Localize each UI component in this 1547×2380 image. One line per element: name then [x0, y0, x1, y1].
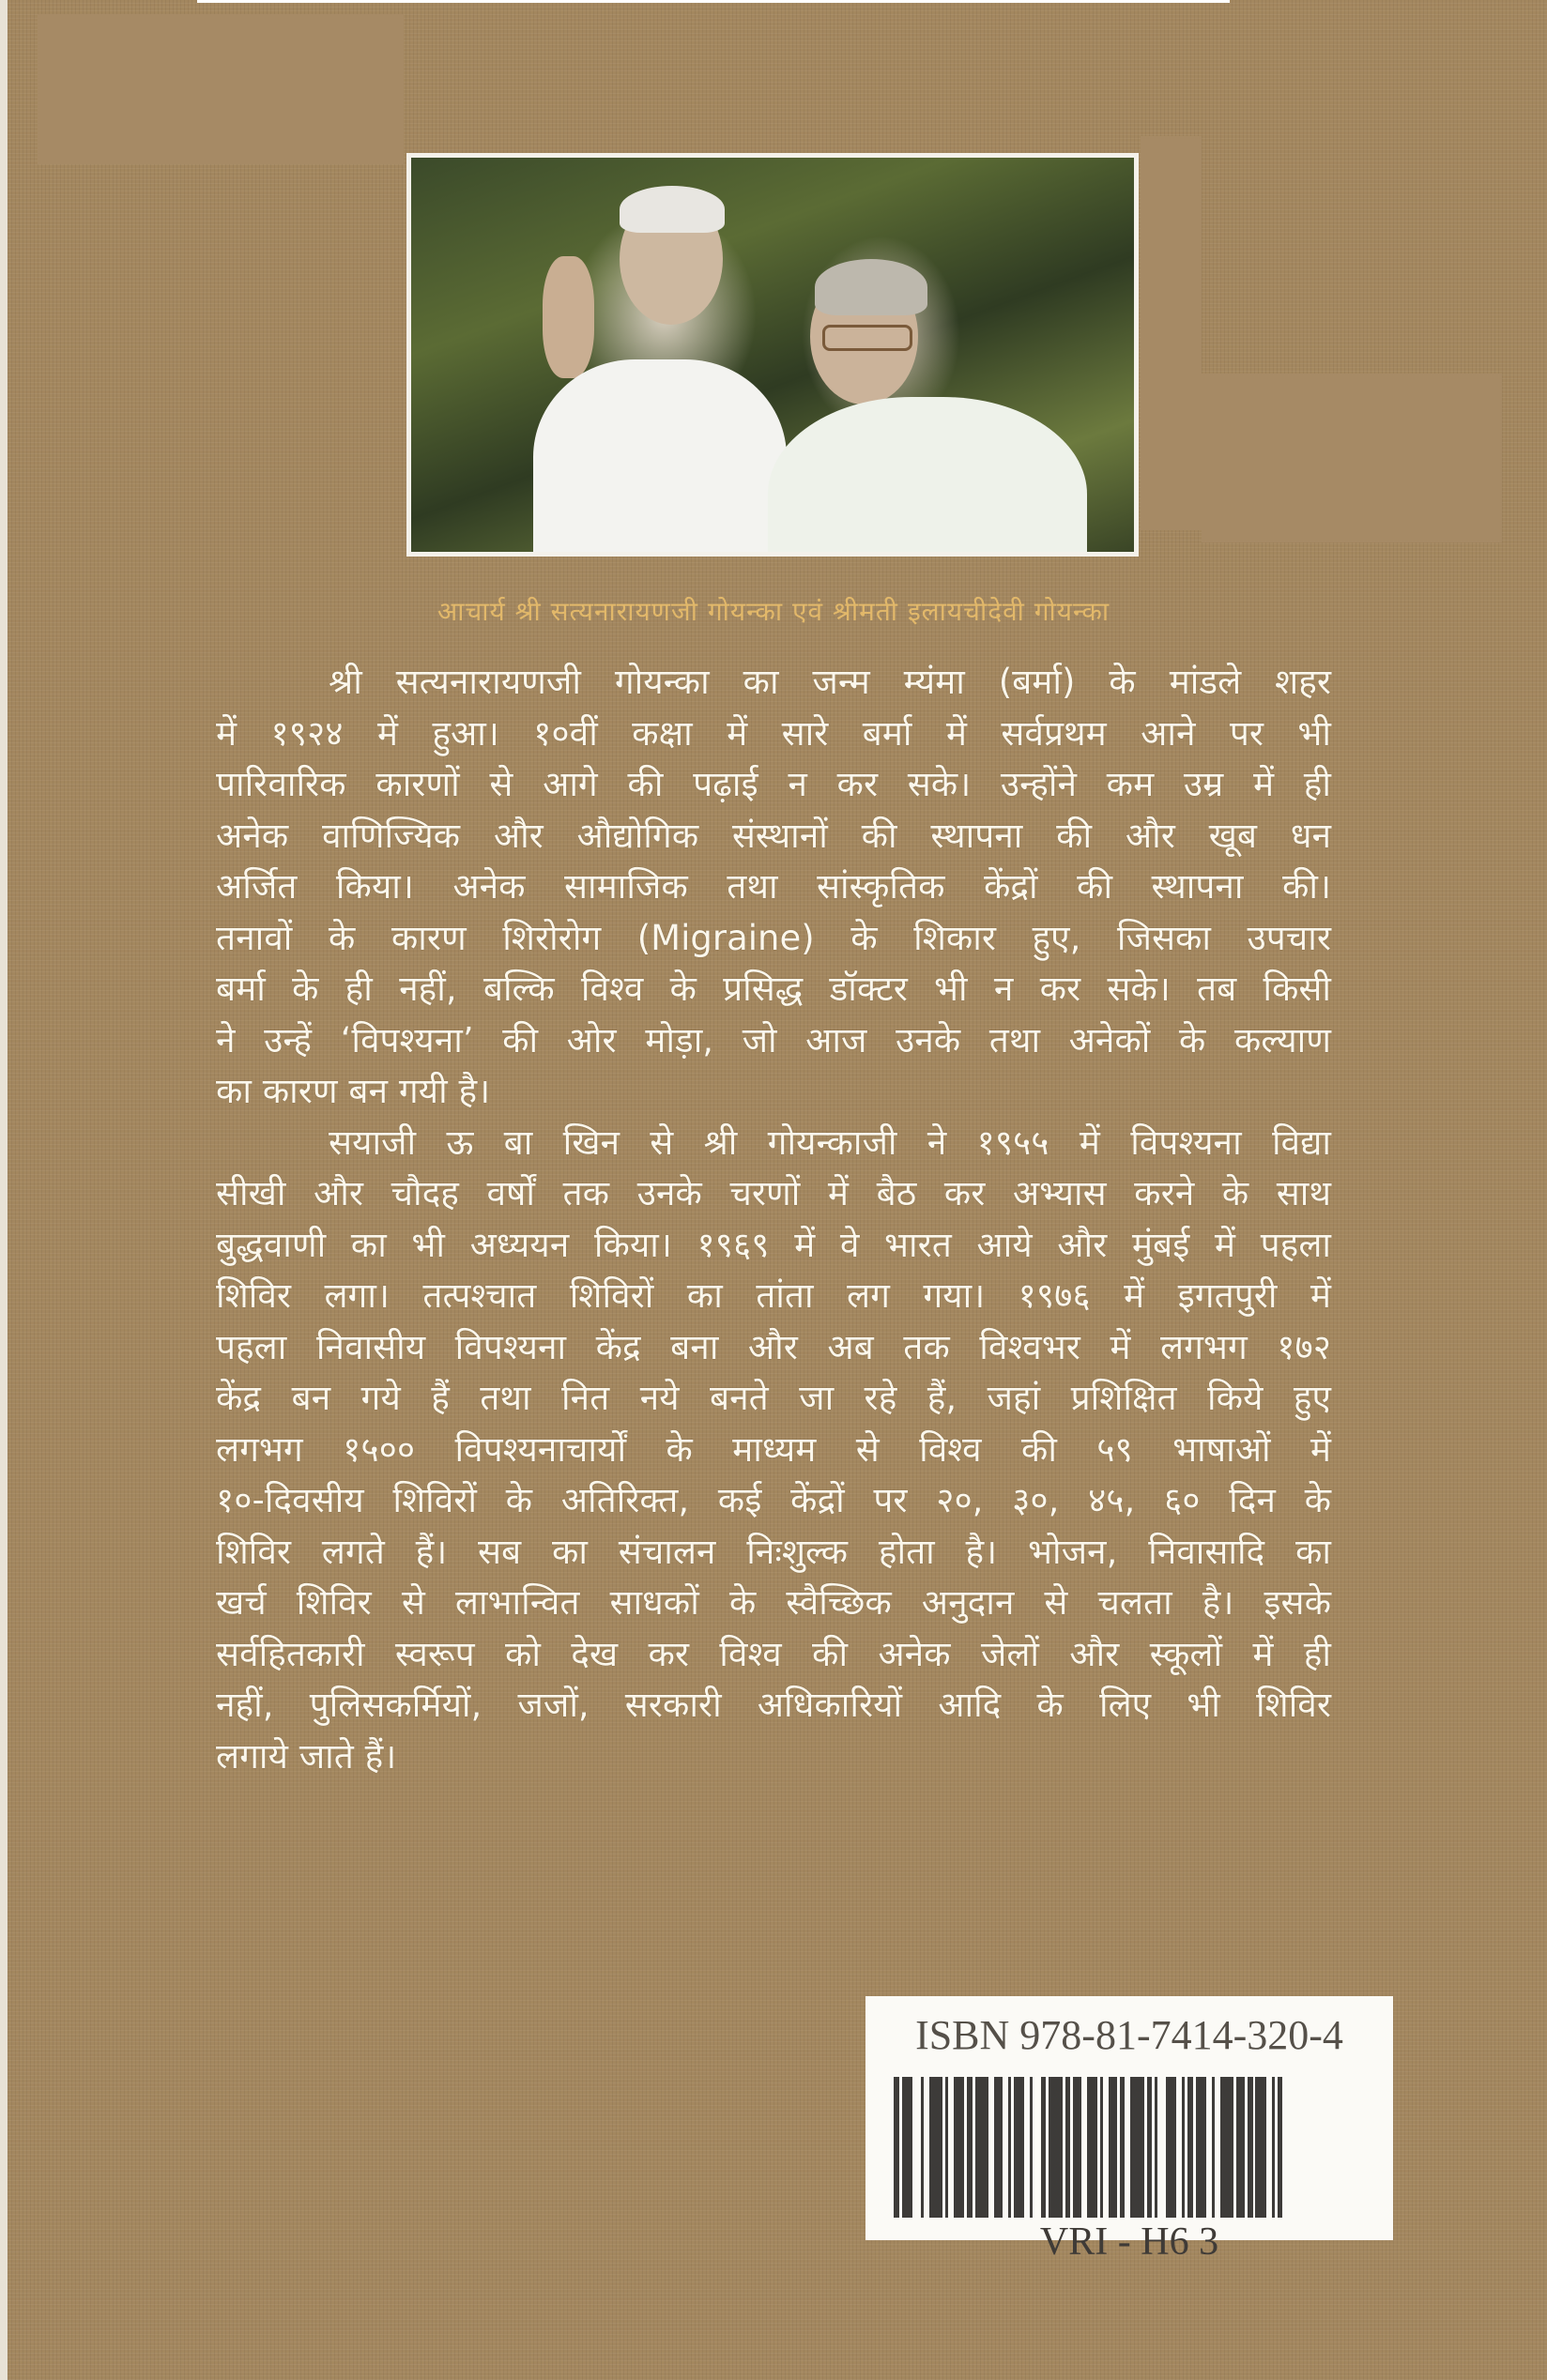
paragraph-1: [216, 657, 1331, 1118]
text-line: तनावों के कारण शिरोरोग (Migraine) के शिकार हुए, जिसका उपचार: [216, 917, 1331, 958]
isbn-barcode-label: [865, 1996, 1393, 2264]
text-line: अनेक वाणिज्यिक और औद्योगिक संस्थानों की स्थापना की और खूब धन: [216, 815, 1331, 856]
barcode-bar: [1130, 2077, 1144, 2218]
text-line: में १९२४ में हुआ। १०वीं कक्षा में सारे बर्मा में सर्वप्रथम आने पर भी: [216, 712, 1331, 754]
woman-glasses: [822, 325, 912, 351]
catalog-code: VRI - H6 3: [1039, 2220, 1219, 2264]
text-line: लगाये जाते हैं।: [216, 1735, 397, 1777]
barcode-bar: [994, 2077, 1003, 2218]
background-patch: [1141, 136, 1202, 530]
photo-caption: आचार्य श्री सत्यनारायणजी गोयन्का एवं श्रीमती इलायचीदेवी गोयन्का: [437, 596, 1110, 627]
barcode-bar: [1220, 2077, 1234, 2218]
barcode-bar: [1014, 2077, 1025, 2218]
barcode-bar: [929, 2077, 943, 2218]
barcode-bar: [1196, 2077, 1207, 2218]
author-photo: [406, 153, 1139, 557]
barcode-gap: [1282, 2077, 1285, 2218]
background-patch: [1202, 374, 1502, 542]
barcode-gap: [912, 2077, 921, 2218]
barcode: [894, 2077, 1286, 2218]
isbn-number: ISBN 978-81-7414-320-4: [915, 2012, 1343, 2058]
barcode-bar: [902, 2077, 913, 2218]
barcode-bar: [1166, 2077, 1177, 2218]
barcode-gap: [1033, 2077, 1041, 2218]
page-left-edge: [0, 0, 8, 2380]
barcode-bar: [1087, 2077, 1098, 2218]
text-line: लगभग १५०० विपश्यनाचार्यों के माध्यम से विश्व की ५९ भाषाओं में: [216, 1428, 1331, 1470]
page-top-edge: [197, 0, 1230, 3]
text-line: शिविर लगते हैं। सब का संचालन निःशुल्क होता है। भोजन, निवासादि का: [216, 1531, 1331, 1572]
text-line: सयाजी ऊ बा खिन से श्री गोयन्काजी ने १९५५ में विपश्यना विद्या: [329, 1121, 1331, 1163]
text-line: श्री सत्यनारायणजी गोयन्का का जन्म म्यंमा (बर्मा) के मांडले शहर: [329, 662, 1331, 702]
barcode-bar: [1109, 2077, 1117, 2218]
man-hand: [543, 256, 594, 378]
text-line: का कारण बन गयी है।: [216, 1071, 491, 1111]
text-line: बुद्धवाणी का भी अध्ययन किया। १९६९ में वे भारत आये और मुंबई में पहला: [216, 1224, 1331, 1265]
text-line: बर्मा के ही नहीं, बल्कि विश्व के प्रसिद्ध डॉक्टर भी न कर सके। तब किसी: [216, 969, 1331, 1009]
paragraph-2: [216, 1118, 1331, 1783]
text-line: केंद्र बन गये हैं तथा नित नये बनते जा रहे हैं, जहां प्रशिक्षित किये हुए: [216, 1378, 1331, 1418]
barcode-bar: [954, 2077, 965, 2218]
barcode-bar: [1236, 2077, 1245, 2218]
text-line: खर्च शिविर से लाभान्वित साधकों के स्वैच्छिक अनुदान से चलता है। इसके: [216, 1582, 1331, 1623]
text-line: अर्जित किया। अनेक सामाजिक तथा सांस्कृतिक केंद्रों की स्थापना की।: [216, 866, 1331, 907]
barcode-bar: [1255, 2077, 1266, 2218]
barcode-bars: [894, 2077, 1286, 2218]
man-shirt: [533, 359, 787, 552]
barcode-bar: [1049, 2077, 1063, 2218]
text-line: १०-दिवसीय शिविरों के अतिरिक्त, कई केंद्रों पर २०, ३०, ४५, ६० दिन के: [216, 1480, 1331, 1520]
text-line: सीखी और चौदह वर्षों तक उनके चरणों में बैठ कर अभ्यास करने के साथ: [216, 1173, 1331, 1213]
woman-saree: [768, 397, 1087, 552]
text-line: पारिवारिक कारणों से आगे की पढ़ाई न कर सके। उन्होंने कम उम्र में ही: [216, 764, 1331, 804]
man-hair: [620, 186, 725, 233]
biography-text: [216, 657, 1331, 1782]
woman-hair: [815, 259, 927, 315]
barcode-bar: [1073, 2077, 1081, 2218]
barcode-bar: [975, 2077, 989, 2218]
text-line: नहीं, पुलिसकर्मियों, जजों, सरकारी अधिकारियों आदि के लिए भी शिविर: [216, 1685, 1331, 1725]
barcode-gap: [1157, 2077, 1166, 2218]
text-line: सर्वहितकारी स्वरूप को देख कर विश्व की अनेक जेलों और स्कूलों में ही: [216, 1633, 1331, 1674]
author-photo-image: [411, 158, 1134, 552]
text-line: ने उन्हें ‘विपश्यना’ की ओर मोड़ा, जो आज उनके तथा अनेकों के कल्याण: [216, 1019, 1331, 1060]
text-line: शिविर लगा। तत्पश्चात शिविरों का तांता लग गया। १९७६ में इगतपुरी में: [216, 1275, 1331, 1316]
text-line: पहला निवासीय विपश्यना केंद्र बना और अब तक विश्वभर में लगभग १७२: [216, 1326, 1331, 1367]
background-patch: [38, 14, 404, 164]
